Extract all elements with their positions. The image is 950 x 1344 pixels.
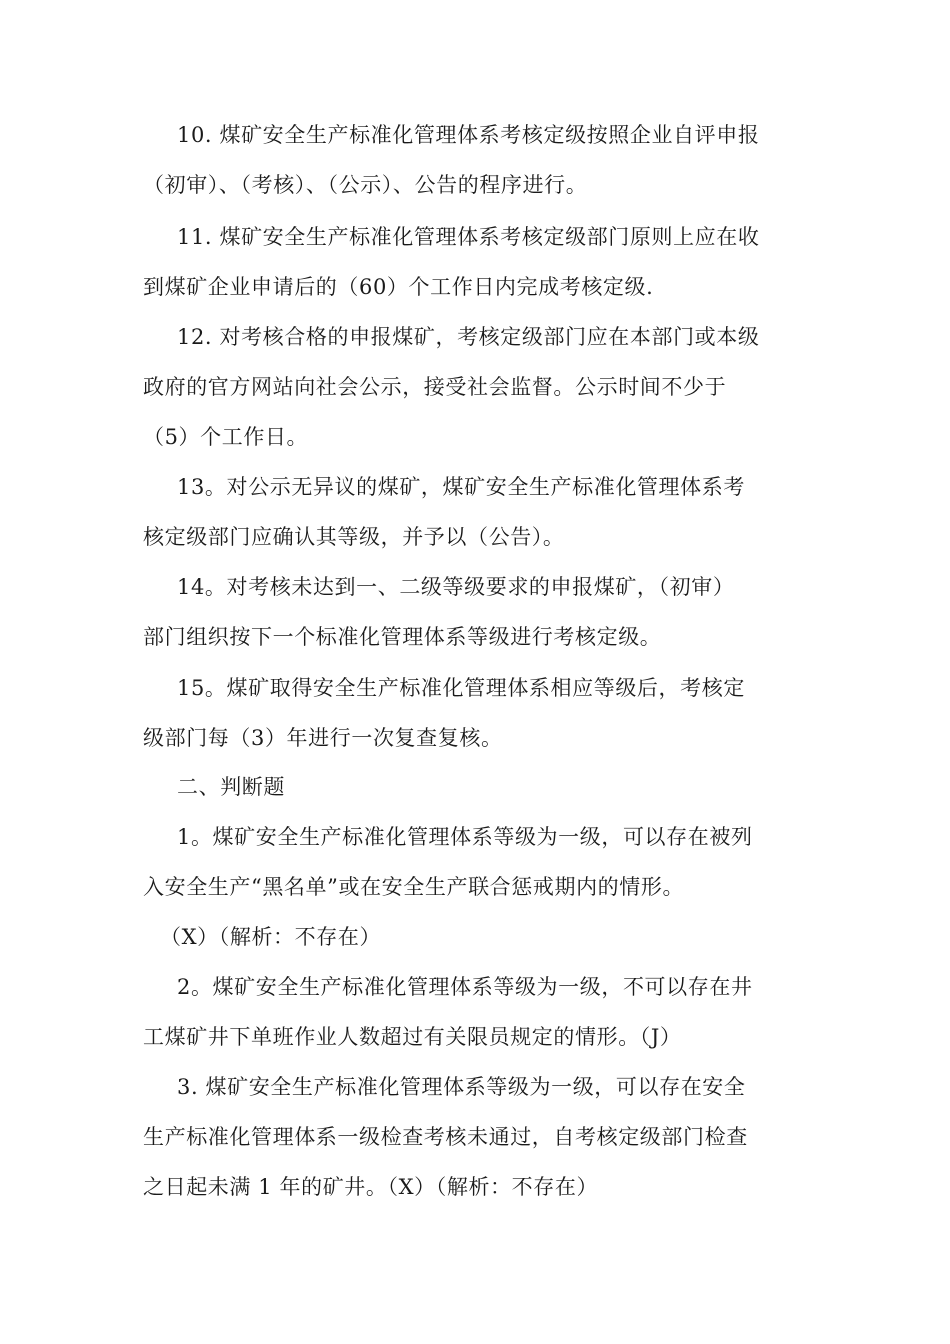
fill-item-15-line-1: 15。煤矿取得安全生产标准化管理体系相应等级后，考核定 bbox=[177, 676, 745, 700]
fill-item-13-line-2: 核定级部门应确认其等级，并予以（公告）。 bbox=[143, 525, 565, 549]
fill-item-10-line-1: 10. 煤矿安全生产标准化管理体系考核定级按照企业自评申报 bbox=[177, 123, 760, 147]
judge-item-3-line-3: 之日起未满 1 年的矿井。（X）（解析：不存在） bbox=[143, 1175, 599, 1199]
section-title-judgement: 二、判断题 bbox=[177, 775, 285, 799]
judge-item-2-line-1: 2。煤矿安全生产标准化管理体系等级为一级，不可以存在井 bbox=[177, 975, 753, 999]
fill-item-14-line-2: 部门组织按下一个标准化管理体系等级进行考核定级。 bbox=[143, 625, 662, 649]
fill-item-15-line-2: 级部门每（3）年进行一次复查复核。 bbox=[143, 726, 503, 750]
judge-item-1-line-3: （X）（解析：不存在） bbox=[160, 925, 382, 949]
judge-item-3-line-2: 生产标准化管理体系一级检查考核未通过，自考核定级部门检查 bbox=[143, 1125, 748, 1149]
fill-item-13-line-1: 13。对公示无异议的煤矿，煤矿安全生产标准化管理体系考 bbox=[177, 475, 745, 499]
fill-item-11-line-1: 11. 煤矿安全生产标准化管理体系考核定级部门原则上应在收 bbox=[177, 225, 760, 249]
judge-item-2-line-2: 工煤矿井下单班作业人数超过有关限员规定的情形。（J） bbox=[143, 1025, 682, 1049]
fill-item-11-line-2: 到煤矿企业申请后的（60）个工作日内完成考核定级. bbox=[143, 275, 654, 299]
judge-item-1-line-1: 1。煤矿安全生产标准化管理体系等级为一级，可以存在被列 bbox=[177, 825, 753, 849]
fill-item-12-line-2: 政府的官方网站向社会公示，接受社会监督。公示时间不少于 bbox=[143, 375, 727, 399]
fill-item-12-line-1: 12. 对考核合格的申报煤矿，考核定级部门应在本部门或本级 bbox=[177, 325, 760, 349]
fill-item-10-line-2: （初审）、（考核）、（公示）、公告的程序进行。 bbox=[143, 173, 588, 197]
fill-item-12-line-3: （5）个工作日。 bbox=[143, 425, 309, 449]
judge-item-3-line-1: 3. 煤矿安全生产标准化管理体系等级为一级，可以存在安全 bbox=[177, 1075, 746, 1099]
judge-item-1-line-2: 入安全生产“黑名单”或在安全生产联合惩戒期内的情形。 bbox=[143, 875, 685, 899]
fill-item-14-line-1: 14。对考核未达到一、二级等级要求的申报煤矿，（初审） bbox=[177, 575, 735, 599]
